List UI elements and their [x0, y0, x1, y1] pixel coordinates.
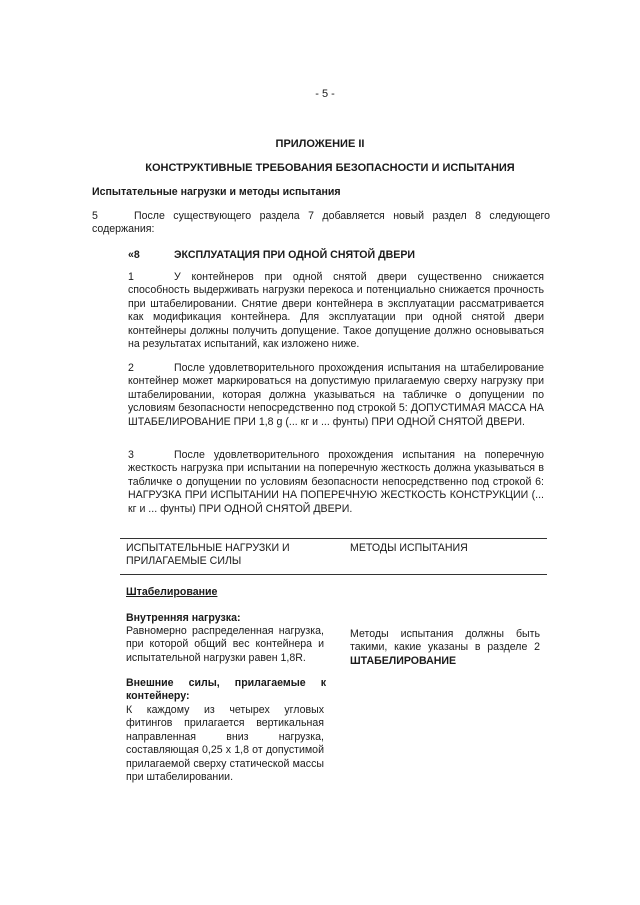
table-header-methods: МЕТОДЫ ИСПЫТАНИЯ: [350, 542, 468, 554]
table-header-rule: [120, 574, 547, 575]
section-8-heading: [128, 249, 415, 262]
test-methods-sentence: Методы испытания должны быть такими, какие указаны в разделе 2: [350, 628, 540, 654]
paragraph-text: После удовлетворительного прохождения испытания на поперечную жесткость нагрузка при испытании на поперечную жесткость должна указываться в табличке о допущении по условиям безопасности непосредственно под строкой 6: НАГРУЗКА ПРИ ИСПЫТАНИИ НА ПОПЕРЕЧНУЮ ЖЕСТКОСТЬ КОНСТРУКЦИИ (... кг и ... фунты) ПРИ ОДНОЙ СНЯТОЙ ДВЕРИ.: [128, 449, 544, 515]
paragraph-5: [92, 210, 550, 237]
paragraph-8-3: [128, 449, 544, 516]
paragraph-number: 3: [128, 449, 134, 461]
page-number: - 5 -: [315, 88, 335, 100]
table-header-loads: ИСПЫТАТЕЛЬНЫЕ НАГРУЗКИ И ПРИЛАГАЕМЫЕ СИЛЫ: [126, 542, 290, 568]
test-methods-section-ref: ШТАБЕЛИРОВАНИЕ: [350, 654, 457, 667]
paragraph-5-text: После существующего раздела 7 добавляется новый раздел 8 следующего содержания:: [92, 210, 550, 236]
paragraph-text: У контейнеров при одной снятой двери существенно снижается способность выдерживать нагрузки перекоса и потенциально снижается прочность при штабелировании. Снятие двери контейнера в эксплуатации рассматривается как модификация контейнера. Для эксплуатации при одной снятой двери контейнеры должны получить допущение. Такое допущение должно основываться на результатах испытаний, как изложено ниже.: [128, 271, 544, 351]
internal-load-heading: Внутренняя нагрузка:: [126, 612, 241, 624]
internal-load-text: Равномерно распределенная нагрузка, при которой общий вес контейнера и испытательной нагрузки равен 1,8R.: [126, 625, 324, 664]
paragraph-8-1: [128, 271, 544, 351]
external-forces-heading: Внешние силы, прилагаемые к контейнеру:: [126, 677, 326, 703]
main-title: КОНСТРУКТИВНЫЕ ТРЕБОВАНИЯ БЕЗОПАСНОСТИ И ИСПЫТАНИЯ: [145, 162, 515, 174]
stacking-subheading: Штабелирование: [126, 586, 218, 598]
paragraph-text: После удовлетворительного прохождения испытания на штабелирование контейнер может маркироваться на допустимую прилагаемую сверху нагрузку при штабелировании, которая должна указываться на табличке о допущении по условиям безопасности непосредственно под строкой 5: ДОПУСТИМАЯ МАССА НА ШТАБЕЛИРОВАНИЕ ПРИ 1,8 g (... кг и ... фунты) ПРИ ОДНОЙ СНЯТОЙ ДВЕРИ.: [128, 362, 544, 428]
paragraph-number: 2: [128, 362, 134, 374]
section-8-number: «8: [128, 249, 140, 261]
paragraph-8-2: [128, 362, 544, 429]
test-methods-text: [350, 628, 540, 668]
paragraph-5-number: 5: [92, 210, 98, 222]
paragraph-number: 1: [128, 271, 134, 283]
table-top-rule: [120, 538, 547, 539]
annex-title: ПРИЛОЖЕНИЕ II: [275, 138, 365, 150]
section-heading: Испытательные нагрузки и методы испытания: [92, 186, 341, 198]
external-forces-text: К каждому из четырех угловых фитингов прилагается вертикальная направленная вниз нагрузка, составляющая 0,25 x 1,8 от допустимой прилагаемой сверху статической массы при штабелировании.: [126, 704, 324, 784]
section-8-title: ЭКСПЛУАТАЦИЯ ПРИ ОДНОЙ СНЯТОЙ ДВЕРИ: [174, 249, 416, 261]
